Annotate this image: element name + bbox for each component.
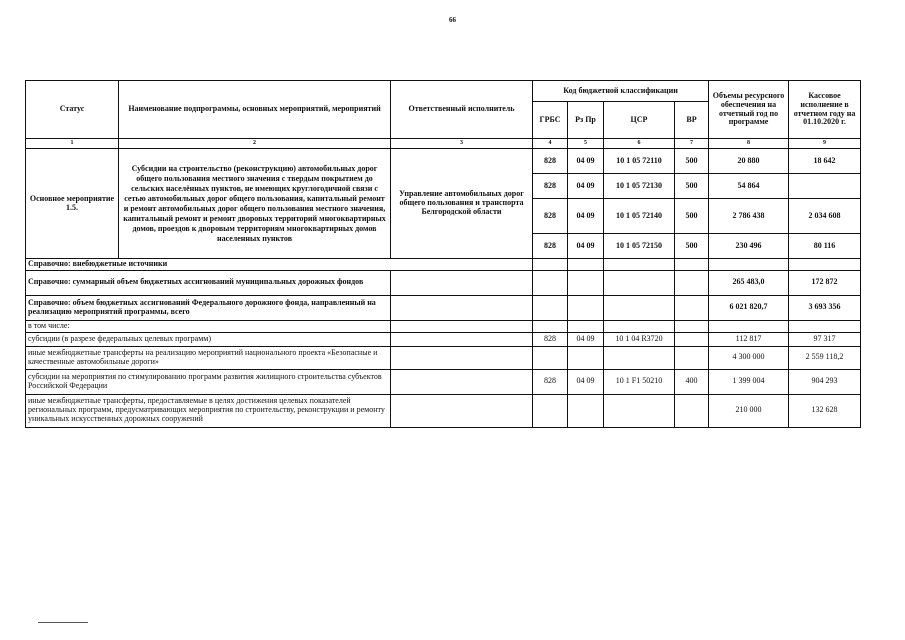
reference-label: субсидии на мероприятия по стимулированию программ развития жилищного строительства субъектов Российской Федерации: [26, 369, 391, 394]
cash-cell: 2 559 118,2: [789, 346, 861, 369]
column-number: 4: [533, 139, 568, 149]
cash-cell: [789, 259, 861, 271]
volume-cell: 1 399 004: [709, 369, 789, 394]
vr-cell: [675, 394, 709, 427]
reference-row: [26, 259, 861, 271]
volume-cell: 4 300 000: [709, 346, 789, 369]
csr-cell: 10 1 05 72150: [604, 234, 675, 259]
column-number-row: [26, 139, 861, 149]
reference-label: иные межбюджетные трансферты на реализацию мероприятий национального проекта «Безопасные и качественные автомобильные дороги»: [26, 346, 391, 369]
executor-cell: [391, 295, 533, 320]
column-number: 9: [789, 139, 861, 149]
csr-cell: 10 1 05 72110: [604, 149, 675, 174]
reference-label: Справочно: суммарный объем бюджетных ассигнований муниципальных дорожных фондов: [26, 270, 391, 295]
rzpr-cell: 04 09: [568, 199, 604, 234]
header-grbs: ГРБС: [533, 102, 568, 139]
rzpr-cell: 04 09: [568, 149, 604, 174]
main-row: [26, 149, 861, 174]
executor-cell: [391, 320, 533, 332]
column-number: 6: [604, 139, 675, 149]
rzpr-cell: 04 09: [568, 174, 604, 199]
csr-cell: [604, 259, 675, 271]
grbs-cell: 828: [533, 199, 568, 234]
vr-cell: [675, 259, 709, 271]
reference-label: субсидии (в разрезе федеральных целевых программ): [26, 332, 391, 346]
reference-row: [26, 346, 861, 369]
grbs-cell: [533, 295, 568, 320]
header-status: Статус: [26, 81, 119, 139]
volume-cell: 112 817: [709, 332, 789, 346]
csr-cell: 10 1 04 R3720: [604, 332, 675, 346]
executor-cell: [391, 270, 533, 295]
reference-row: [26, 295, 861, 320]
reference-label: Справочно: объем бюджетных ассигнований Федерального дорожного фонда, направленный на реализацию мероприятий программы, всего: [26, 295, 391, 320]
header-name: Наименование подпрограммы, основных мероприятий, мероприятий: [119, 81, 391, 139]
rzpr-cell: 04 09: [568, 234, 604, 259]
rzpr-cell: [568, 346, 604, 369]
vr-cell: 500: [675, 199, 709, 234]
vr-cell: [675, 332, 709, 346]
reference-row: [26, 270, 861, 295]
header-csr: ЦСР: [604, 102, 675, 139]
header-row-1: [26, 81, 861, 102]
cash-cell: [789, 174, 861, 199]
grbs-cell: 828: [533, 149, 568, 174]
csr-cell: [604, 295, 675, 320]
volume-cell: 210 000: [709, 394, 789, 427]
column-number: 7: [675, 139, 709, 149]
header-rzpr: Рз Пр: [568, 102, 604, 139]
csr-cell: 10 1 05 72140: [604, 199, 675, 234]
grbs-cell: [533, 394, 568, 427]
vr-cell: [675, 295, 709, 320]
vr-cell: 500: [675, 234, 709, 259]
scan-artifact-line: [38, 622, 88, 623]
cash-cell: 132 628: [789, 394, 861, 427]
volume-cell: [709, 259, 789, 271]
grbs-cell: 828: [533, 332, 568, 346]
header-cash: Кассовое исполнение в отчетном году на 01.10.2020 г.: [789, 81, 861, 139]
executor-cell: [391, 346, 533, 369]
header-executor: Ответственный исполнитель: [391, 81, 533, 139]
vr-cell: 400: [675, 369, 709, 394]
executor-cell: [391, 394, 533, 427]
vr-cell: 500: [675, 174, 709, 199]
cash-cell: 904 293: [789, 369, 861, 394]
reference-row: [26, 369, 861, 394]
cash-cell: 172 872: [789, 270, 861, 295]
csr-cell: 10 1 05 72130: [604, 174, 675, 199]
vr-cell: 500: [675, 149, 709, 174]
column-number: 2: [119, 139, 391, 149]
rzpr-cell: [568, 270, 604, 295]
grbs-cell: 828: [533, 234, 568, 259]
column-number: 5: [568, 139, 604, 149]
cash-cell: 18 642: [789, 149, 861, 174]
rzpr-cell: [568, 394, 604, 427]
csr-cell: 10 1 F1 50210: [604, 369, 675, 394]
page-number: 66: [449, 16, 456, 24]
cash-cell: 80 116: [789, 234, 861, 259]
column-number: 1: [26, 139, 119, 149]
csr-cell: [604, 394, 675, 427]
header-vr: ВР: [675, 102, 709, 139]
main-status: Основное мероприятие 1.5.: [26, 149, 119, 259]
grbs-cell: 828: [533, 369, 568, 394]
rzpr-cell: 04 09: [568, 369, 604, 394]
reference-label: Справочно: внебюджетные источники: [26, 259, 533, 271]
rzpr-cell: 04 09: [568, 332, 604, 346]
rzpr-cell: [568, 295, 604, 320]
grbs-cell: [533, 320, 568, 332]
cash-cell: 2 034 608: [789, 199, 861, 234]
column-number: 8: [709, 139, 789, 149]
grbs-cell: 828: [533, 174, 568, 199]
volume-cell: 54 864: [709, 174, 789, 199]
grbs-cell: [533, 259, 568, 271]
csr-cell: [604, 346, 675, 369]
volume-cell: 20 880: [709, 149, 789, 174]
vr-cell: [675, 270, 709, 295]
budget-table: [25, 80, 861, 428]
vr-cell: [675, 320, 709, 332]
executor-cell: [391, 332, 533, 346]
csr-cell: [604, 270, 675, 295]
rzpr-cell: [568, 320, 604, 332]
volume-cell: 6 021 820,7: [709, 295, 789, 320]
grbs-cell: [533, 346, 568, 369]
cash-cell: [789, 320, 861, 332]
volume-cell: [709, 320, 789, 332]
cash-cell: 97 317: [789, 332, 861, 346]
grbs-cell: [533, 270, 568, 295]
cash-cell: 3 693 356: [789, 295, 861, 320]
header-budget-code: Код бюджетной классификации: [533, 81, 709, 102]
executor-cell: [391, 369, 533, 394]
reference-row: [26, 394, 861, 427]
main-name: Субсидии на строительство (реконструкцию) автомобильных дорог общего пользования местного значения с твердым покрытием до сельских населённых пунктов, не имеющих круглогодичной связи с сетью автомобильных дорог общего пользования, капитальный ремонт и ремонт автомобильных дорог общего пользования местного значения, капитальный ремонт и ремонт дворовых территорий многоквартирных домов, проездов к дворовым территориям многоквартирных домов населенных пунктов: [119, 149, 391, 259]
volume-cell: 265 483,0: [709, 270, 789, 295]
reference-label: в том числе:: [26, 320, 391, 332]
column-number: 3: [391, 139, 533, 149]
reference-row: [26, 332, 861, 346]
reference-row: [26, 320, 861, 332]
vr-cell: [675, 346, 709, 369]
volume-cell: 230 496: [709, 234, 789, 259]
rzpr-cell: [568, 259, 604, 271]
volume-cell: 2 786 438: [709, 199, 789, 234]
header-volume: Объемы ресурсного обеспечения на отчетный год по программе: [709, 81, 789, 139]
main-executor: Управление автомобильных дорог общего пользования и транспорта Белгородской области: [391, 149, 533, 259]
reference-label: иные межбюджетные трансферты, предоставляемые в целях достижения целевых показателей региональных программ, предусматривающих мероприятия по строительству, реконструкции и ремонту уникальных искусственных дорожных сооружений: [26, 394, 391, 427]
csr-cell: [604, 320, 675, 332]
